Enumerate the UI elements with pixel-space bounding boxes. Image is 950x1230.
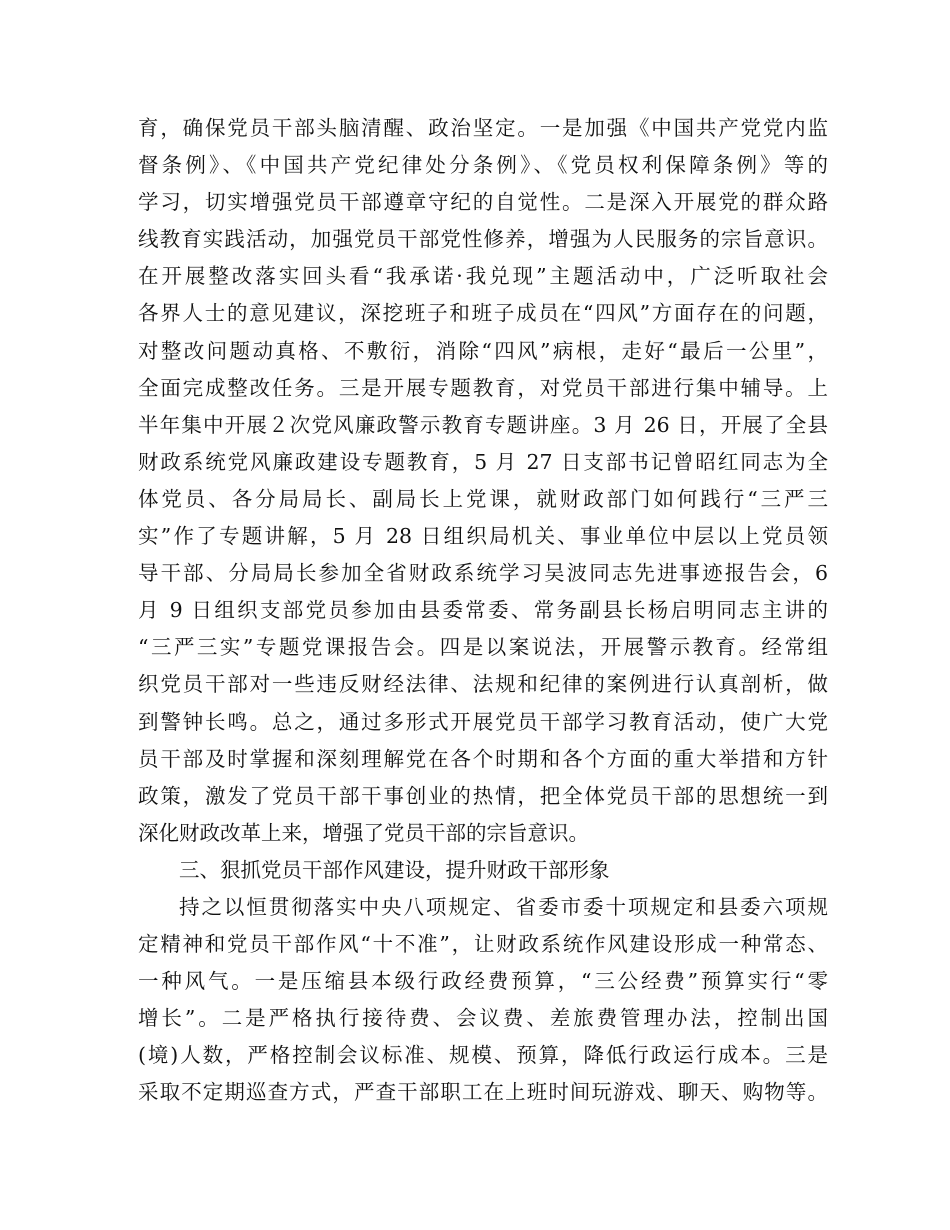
text-line: 在开展整改落实回头看“我承诺·我兑现”主题活动中，广泛听取社会 [138, 264, 828, 289]
text-line: 财政系统党风廉政建设专题教育，5 月 27 日支部书记曾昭红同志为全 [138, 449, 828, 474]
text-line: 全面完成整改任务。三是开展专题教育，对党员干部进行集中辅导。上 [138, 375, 828, 400]
text-line: 各界人士的意见建议，深挖班子和班子成员在“四风”方面存在的问题， [138, 301, 828, 326]
text-line: 实”作了专题讲解，5 月 28 日组织局机关、事业单位中层以上党员领 [138, 524, 828, 549]
text-line: 月 9 日组织支部党员参加由县委常委、常务副县长杨启明同志主讲的 [138, 598, 828, 623]
text-line: 半年集中开展２次党风廉政警示教育专题讲座。3 月 26 日，开展了全县 [138, 412, 828, 437]
text-line: 持之以恒贯彻落实中央八项规定、省委市委十项规定和县委六项规 [179, 894, 828, 919]
text-line: 一种风气。一是压缩县本级行政经费预算，“三公经费”预算实行“零 [138, 969, 828, 994]
text-line: 深化财政改革上来，增强了党员干部的宗旨意识。 [138, 820, 589, 845]
text-line: 督条例》、《中国共产党纪律处分条例》、《党员权利保障条例》等的 [138, 153, 828, 178]
text-line: (境)人数，严格控制会议标准、规模、预算，降低行政运行成本。三是 [138, 1043, 828, 1068]
text-line: 导干部、分局局长参加全省财政系统学习吴波同志先进事迹报告会，6 [138, 561, 828, 586]
text-line: 学习，切实增强党员干部遵章守纪的自觉性。二是深入开展党的群众路 [138, 190, 828, 215]
text-line: 政策，激发了党员干部干事创业的热情，把全体党员干部的思想统一到 [138, 783, 828, 808]
text-line: 育，确保党员干部头脑清醒、政治坚定。一是加强《中国共产党党内监 [138, 116, 828, 140]
text-line: 织党员干部对一些违反财经法律、法规和纪律的案例进行认真剖析，做 [138, 672, 828, 697]
body-text [138, 110, 828, 1112]
text-line: 体党员、各分局局长、副局长上党课，就财政部门如何践行“三严三 [138, 486, 828, 511]
text-line: 对整改问题动真格、不敷衍，消除“四风”病根，走好“最后一公里”， [138, 338, 828, 363]
section-heading: 三、狠抓党员干部作风建设，提升财政干部形象 [179, 857, 610, 882]
text-line: 增长”。二是严格执行接待费、会议费、差旅费管理办法，控制出国 [138, 1006, 828, 1031]
text-line: 定精神和党员干部作风“十不准”，让财政系统作风建设形成一种常态、 [138, 932, 828, 957]
text-line: 线教育实践活动，加强党员干部党性修养，增强为人民服务的宗旨意识。 [138, 227, 828, 252]
text-line: 采取不定期巡查方式，严查干部职工在上班时间玩游戏、聊天、购物等。 [138, 1080, 828, 1105]
text-line: 到警钟长鸣。总之，通过多形式开展党员干部学习教育活动，使广大党 [138, 709, 828, 734]
text-line: 员干部及时掌握和深刻理解党在各个时期和各个方面的重大举措和方针 [138, 746, 828, 771]
text-line: “三严三实”专题党课报告会。四是以案说法，开展警示教育。经常组 [138, 635, 828, 660]
